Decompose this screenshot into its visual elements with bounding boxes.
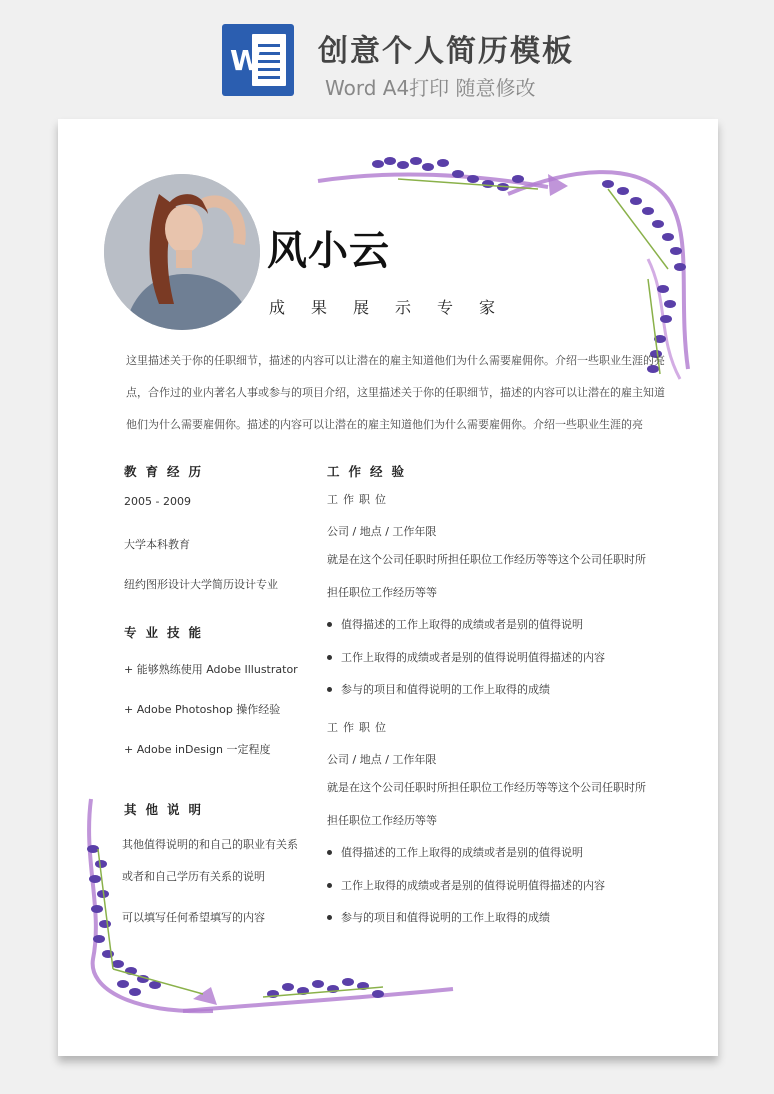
other-heading: 其他说明	[124, 802, 211, 817]
job-description: 就是在这个公司任职时所担任职位工作经历等等这个公司任职时所	[327, 781, 646, 794]
candidate-name: 风小云	[267, 228, 390, 274]
skill-item: + 能够熟练使用 Adobe Illustrator	[124, 663, 298, 676]
job-bullet: 工作上取得的成绩或者是别的值得说明值得描述的内容	[327, 649, 605, 665]
job-bullet: 值得描述的工作上取得的成绩或者是别的值得说明	[327, 616, 583, 632]
other-line: 其他值得说明的和自己的职业有关系	[122, 838, 298, 851]
template-banner	[0, 0, 774, 110]
education-heading: 教育经历	[124, 464, 211, 479]
job-description: 就是在这个公司任职时所担任职位工作经历等等这个公司任职时所	[327, 553, 646, 566]
candidate-title: 成果展示专家	[269, 298, 522, 317]
skills-heading: 专业技能	[124, 625, 211, 640]
other-line: 或者和自己学历有关系的说明	[122, 870, 265, 883]
work-heading: 工作经验	[327, 464, 414, 479]
profile-photo	[104, 174, 260, 330]
word-document-icon	[222, 24, 294, 96]
job-meta: 公司 / 地点 / 工作年限	[327, 753, 437, 766]
education-degree: 大学本科教育	[124, 538, 190, 551]
word-letter: W	[230, 44, 261, 77]
job-position: 工作职位	[327, 721, 391, 734]
banner-subtitle: Word A4打印 随意修改	[325, 76, 536, 100]
job-description: 担任职位工作经历等等	[327, 814, 437, 827]
education-years: 2005 - 2009	[124, 495, 191, 508]
other-line: 可以填写任何希望填写的内容	[122, 911, 265, 924]
job-bullet: 工作上取得的成绩或者是别的值得说明值得描述的内容	[327, 877, 605, 893]
job-bullet: 值得描述的工作上取得的成绩或者是别的值得说明	[327, 844, 583, 860]
job-bullet: 参与的项目和值得说明的工作上取得的成绩	[327, 681, 550, 697]
banner-title: 创意个人简历模板	[318, 34, 574, 69]
skill-item: + Adobe Photoshop 操作经验	[124, 703, 281, 716]
job-bullet: 参与的项目和值得说明的工作上取得的成绩	[327, 909, 550, 925]
job-position: 工作职位	[327, 493, 391, 506]
education-school: 纽约图形设计大学简历设计专业	[124, 578, 278, 591]
skill-item: + Adobe inDesign 一定程度	[124, 743, 271, 756]
resume-page	[58, 119, 718, 1056]
self-introduction: 这里描述关于你的任职细节，描述的内容可以让潜在的雇主知道他们为什么需要雇佣你。介绍一些职业生涯的亮点，合作过的业内著名人事或参与的项目介绍，这里描述关于你的任职细节，描述的内容可以让潜在的雇主知道他们为什么需要雇佣你。描述的内容可以让潜在的雇主知道他们为什么需要雇佣你。介绍一些职业生涯的亮	[126, 354, 665, 431]
job-meta: 公司 / 地点 / 工作年限	[327, 525, 437, 538]
job-description: 担任职位工作经历等等	[327, 586, 437, 599]
